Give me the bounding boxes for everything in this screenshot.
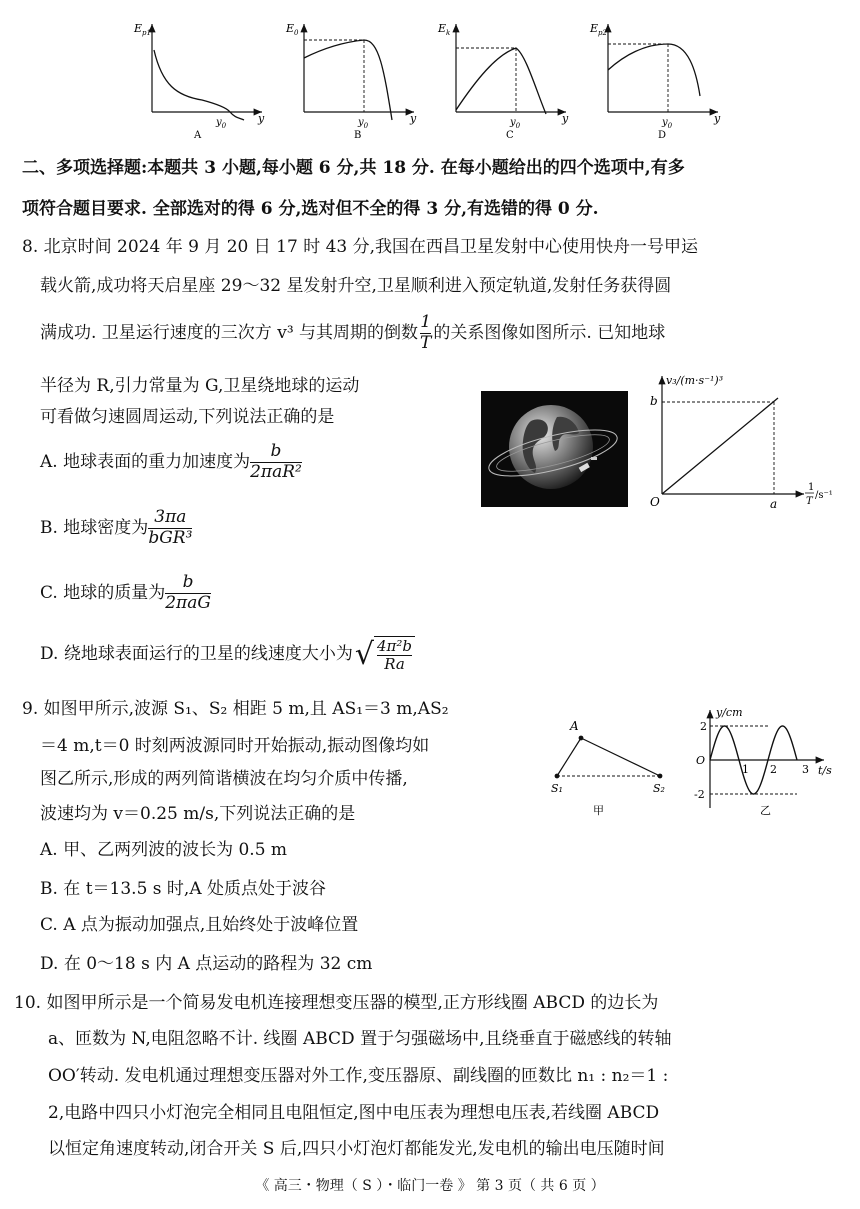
graph-d [589, 22, 721, 141]
figure-jia-triangle [543, 712, 673, 822]
graph-b-y0: $y_0$ [358, 117, 369, 130]
section-header-line1: 二、多项选择题:本题共 3 小题,每小题 6 分,共 18 分. 在每小题给出的四个选项中,有多 [22, 158, 685, 178]
q8-option-d-den: Ra [377, 655, 412, 673]
graph-c [437, 22, 569, 141]
q8-option-b-text: B. 地球密度为 [40, 517, 149, 538]
figure-jia-s1: S₁ [551, 782, 563, 795]
graph-d-letter: D [658, 130, 667, 141]
figure-yi-vibration-graph [688, 702, 850, 820]
graph-b-letter: B [354, 130, 362, 141]
q8-option-b [40, 508, 192, 548]
v3-graph-x-den: T [806, 496, 813, 507]
figure-yi-xlabel: t/s [818, 764, 832, 777]
q8-option-c-frac [165, 573, 211, 613]
figure-yi-caption: 乙 [760, 804, 771, 817]
q8-option-d [40, 636, 415, 674]
q8-option-b-num: 3πa [154, 507, 187, 527]
q8-fraction-1-over-t [420, 313, 431, 353]
graph-a-y0: $y_0$ [216, 117, 227, 130]
figure-yi-y-bottom: -2 [694, 788, 705, 801]
v3-graph-xunit: /s⁻¹ [815, 490, 833, 501]
q8-option-d-num: 4π²b [376, 637, 412, 655]
q8-option-b-frac [148, 508, 192, 548]
graph-c-ylabel: $E_k$ [438, 22, 451, 37]
q8-option-a [40, 442, 302, 482]
figure-jia-a: A [570, 719, 579, 733]
section-header-line2: 项符合题目要求. 全部选对的得 6 分,选对但不全的得 3 分,有选错的得 0 分. [22, 199, 599, 219]
q10-line1: 10. 如图甲所示是一个简易发电机连接理想变压器的模型,正方形线圈 ABCD 的边长为 [14, 993, 659, 1013]
figure-yi-y-top: 2 [700, 720, 707, 733]
q8-option-c-num: b [182, 572, 194, 592]
q8-option-c-text: C. 地球的质量为 [40, 582, 166, 603]
q8-option-b-den: bGR³ [148, 527, 193, 548]
q8-line3b: 的关系图像如图所示. 已知地球 [433, 322, 666, 343]
v3-graph-origin: O [650, 495, 660, 509]
q10-line4: 2,电路中四只小灯泡完全相同且电阻恒定,图中电压表为理想电压表,若线圈 ABCD [48, 1103, 660, 1123]
figure-yi-ylabel: y/cm [716, 706, 743, 719]
q10-line3: OO′转动. 发电机通过理想变压器对外工作,变压器原、副线圈的匝数比 n₁ : n₂＝1 : [48, 1066, 669, 1086]
figure-yi-origin: O [696, 754, 706, 767]
figure-jia-caption: 甲 [593, 804, 604, 817]
q8-option-c [40, 573, 211, 613]
graph-a-letter: A [194, 130, 202, 141]
q8-line2: 载火箭,成功将天启星座 29～32 星发射升空,卫星顺利进入预定轨道,发射任务获得圆 [40, 276, 672, 296]
graph-c-letter: C [506, 130, 514, 141]
graph-a-ylabel: $E_{p1}$ [134, 22, 151, 37]
q8-option-a-text: A. 地球表面的重力加速度为 [40, 451, 251, 472]
v3-graph-x-num: 1 [808, 482, 815, 493]
graph-c-xaxis: y [562, 112, 569, 125]
graph-d-ylabel: $E_{p2}$ [590, 22, 607, 37]
q10-line2: a、匝数为 N,电阻忽略不计. 线圈 ABCD 置于匀强磁场中,且绕垂直于磁感线的转轴 [48, 1029, 672, 1049]
q9-option-b: B. 在 t＝13.5 s 时,A 处质点处于波谷 [40, 879, 327, 899]
q8-option-d-frac [374, 636, 415, 674]
q8-option-a-frac [250, 442, 302, 482]
graph-b-xaxis: y [410, 112, 417, 125]
q8-line3 [40, 313, 665, 353]
q8-frac-num: 1 [420, 312, 432, 332]
q8-line3a: 满成功. 卫星运行速度的三次方 v³ 与其周期的倒数 [40, 322, 419, 343]
q9-line4: 波速均为 v＝0.25 m/s,下列说法正确的是 [40, 804, 356, 824]
figure-yi-x3: 3 [802, 763, 809, 776]
q9-line2: ＝4 m,t＝0 时刻两波源同时开始振动,振动图像均如 [40, 736, 430, 756]
graph-a-xaxis: y [258, 112, 265, 125]
q8-option-c-den: 2πaG [165, 592, 211, 613]
sqrt-sign-icon: √ [354, 636, 374, 672]
graph-a [133, 22, 265, 141]
q8-line5: 可看做匀速圆周运动,下列说法正确的是 [40, 407, 335, 427]
q8-option-a-den: 2πaR² [250, 461, 302, 482]
q9-line3: 图乙所示,形成的两列简谐横波在均匀介质中传播, [40, 769, 408, 789]
q8-option-d-text: D. 绕地球表面运行的卫星的线速度大小为 [40, 644, 353, 665]
q8-option-a-num: b [270, 441, 282, 461]
figure-jia-s2: S₂ [653, 782, 665, 795]
graph-d-y0: $y_0$ [662, 117, 673, 130]
q9-option-a: A. 甲、乙两列波的波长为 0.5 m [40, 840, 288, 860]
q9-option-d: D. 在 0～18 s 内 A 点运动的路程为 32 cm [40, 954, 373, 974]
q9-option-c: C. A 点为振动加强点,且始终处于波峰位置 [40, 915, 359, 935]
v3-graph-a: a [770, 497, 778, 510]
earth-satellite-image [481, 391, 628, 507]
graph-d-xaxis: y [714, 112, 721, 125]
v3-graph-b: b [650, 394, 658, 408]
figure-yi-x1: 1 [742, 763, 749, 776]
graph-b [285, 22, 417, 141]
figure-yi-x2: 2 [770, 763, 777, 776]
q9-line1: 9. 如图甲所示,波源 S₁、S₂ 相距 5 m,且 AS₁＝3 m,AS₂ [22, 699, 449, 719]
q8-frac-den: T [420, 332, 432, 353]
top-graphs [120, 10, 740, 142]
q8-line1: 8. 北京时间 2024 年 9 月 20 日 17 时 43 分,我国在西昌卫星发射中心使用快舟一号甲运 [22, 237, 699, 257]
v3-vs-1-over-t-graph [644, 370, 850, 510]
q8-line4: 半径为 R,引力常量为 G,卫星绕地球的运动 [40, 376, 360, 396]
v3-graph-ylabel: v₃/(m·s⁻¹)³ [666, 374, 724, 387]
graph-b-ylabel: $E_0$ [286, 22, 299, 37]
page-footer: 《 高三・物理（ S ）・临门一卷 》 第 3 页（ 共 6 页 ） [255, 1178, 605, 1194]
graph-c-y0: $y_0$ [510, 117, 521, 130]
q10-line5: 以恒定角速度转动,闭合开关 S 后,四只小灯泡灯都能发光,发电机的输出电压随时间 [48, 1139, 665, 1159]
